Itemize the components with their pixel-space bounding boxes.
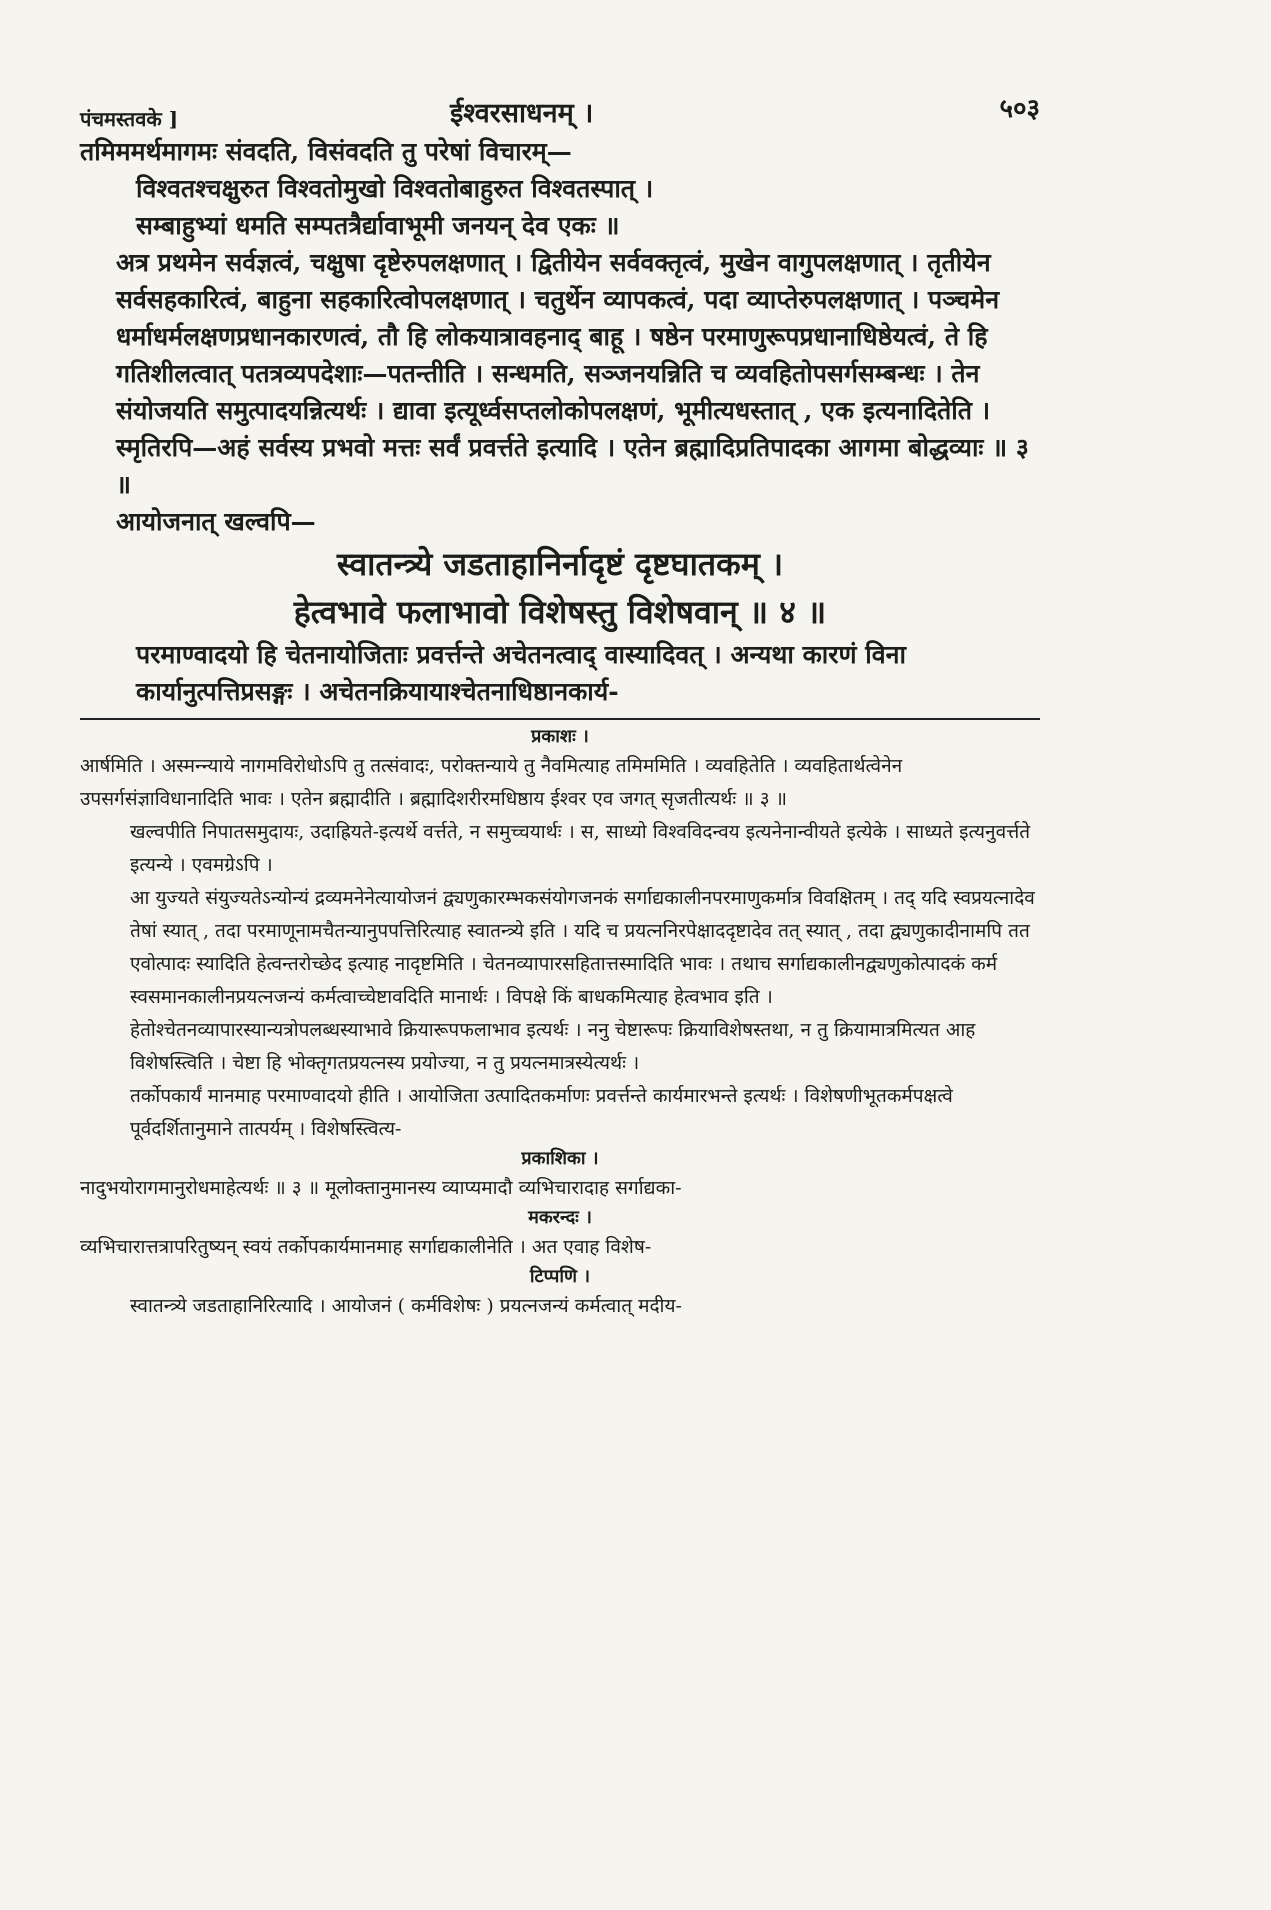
- page-number: ५०३: [999, 94, 1040, 124]
- running-header: [80, 85, 1040, 133]
- commentary-paragraph: स्वातन्त्र्ये जडताहानिरित्यादि । आयोजनं ( कर्मविशेषः ) प्रयत्नजन्यं कर्मत्वात् मदीय-: [130, 1295, 682, 1317]
- commentary-paragraph: आ युज्यते संयुज्यतेऽन्योन्यं द्रव्यमनेनेत्यायोजनं द्व्यणुकारम्भकसंयोगजनकं सर्गाद्यकालीनपरमाणुकर्मात्र विवक्षितम् । तद् यदि स्वप्रयत्नादेव तेषां स्यात् , तदा परमाणूनामचैतन्यानुपपत्तिरित्याह स्वातन्त्र्ये इति । यदि च प्रयत्ननिरपेक्षाददृष्टादेव तत् स्यात् , तदा द्व्यणुकादीनामपि तत एवोत्पादः स्यादिति हेत्वन्तरोच्छेद इत्याह नादृष्टमिति । चेतनव्यापारसहितात्तस्मादिति भावः । तथाच सर्गाद्यकालीनद्व्यणुकोत्पादकं कर्म स्वसमानकालीनप्रयत्नजन्यं कर्मत्वाच्चेष्टावदिति मानार्थः । विपक्षे किं बाधकमित्याह हेत्वभाव इति । हेतोश्चेतनव्यापारस्यान्यत्रोपलब्धस्याभावे क्रियारूपफलाभाव इत्यर्थः । ननु चेष्टारूपः क्रियाविशेषस्तथा, न तु क्रियामात्रमित्यत आह विशेषस्त्विति । चेष्टा हि भोक्तृगतप्रयत्नस्य प्रयोज्या, न तु प्रयत्नमात्रस्येत्यर्थः ।: [130, 887, 1035, 1074]
- main-text: [80, 133, 1040, 710]
- commentary-title: मकरन्दः ।: [528, 1207, 592, 1228]
- commentary: [80, 724, 1040, 1323]
- karika-line: स्वातन्त्र्ये जडताहानिर्नादृष्टं दृष्टघातकम् ।: [336, 545, 784, 583]
- intro-line: तमिममर्थमागमः संवदति, विसंवदति तु परेषां विचारम्—: [80, 137, 572, 166]
- commentary-paragraph: तर्कोपकार्यं मानमाह परमाण्वादयो हीति । आयोजिता उत्पादितकर्माणः प्रवर्त्तन्ते कार्यमारभन्ते इत्यर्थः । विशेषणीभूतकर्मपक्षत्वे पूर्वदर्शितानुमाने तात्पर्यम् । विशेषस्त्वित्य-: [130, 1085, 953, 1140]
- main-paragraph: परमाण्वादयो हि चेतनायोजिताः प्रवर्त्तन्ते अचेतनत्वाद् वास्यादिवत् । अन्यथा कारणं विना कार्यानुत्पत्तिप्रसङ्गः । अचेतनक्रियायाश्चेतनाधिष्ठानकार्य-: [136, 640, 906, 706]
- page-title: ईश्वरसाधनम् ।: [450, 98, 594, 129]
- page: [80, 85, 1040, 1323]
- commentary-title: प्रकाशः ।: [531, 726, 589, 747]
- verse-line: विश्वतश्चक्षुरुत विश्वतोमुखो विश्वतोबाहुरुत विश्वतस्पात् ।: [136, 174, 654, 203]
- intro-line: आयोजनात् खल्वपि—: [116, 507, 316, 536]
- commentary-title: टिप्पणि ।: [529, 1266, 591, 1287]
- commentary-paragraph: नादुभयोरागमानुरोधमाहेत्यर्थः ॥ ३ ॥ मूलोक्तानुमानस्य व्याप्यमादौ व्यभिचारादाह सर्गाद्यका-: [80, 1177, 682, 1199]
- verse-line: सम्बाहुभ्यां धमति सम्पतत्रैर्द्यावाभूमी जनयन् देव एकः ॥: [136, 211, 620, 240]
- karika-line: हेत्वभावे फलाभावो विशेषस्तु विशेषवान् ॥ ४ ॥: [293, 593, 827, 631]
- commentary-paragraph: आर्षमिति । अस्मन्न्याये नागमविरोधोऽपि तु तत्संवादः, परोक्तन्याये तु नैवमित्याह तमिममिति । व्यवहितेति । व्यवहितार्थत्वेनेन उपसर्गसंज्ञाविधानादिति भावः । एतेन ब्रह्मादीति । ब्रह्मादिशरीरमधिष्ठाय ईश्वर एव जगत् सृजतीत्यर्थः ॥ ३ ॥: [80, 755, 903, 810]
- commentary-paragraph: व्यभिचारात्तत्रापरितुष्यन् स्वयं तर्कोपकार्यमानमाह सर्गाद्यकालीनेति । अत एवाह विशेष-: [80, 1236, 652, 1258]
- divider: [80, 718, 1040, 720]
- commentary-paragraph: खल्वपीति निपातसमुदायः, उदाह्रियते-इत्यर्थे वर्त्तते, न समुच्चयार्थः । स, साध्यो विश्वविदन्वय इत्यनेनान्वीयते इत्येके । साध्यते इत्यनुवर्त्तते इत्यन्ये । एवमग्रेऽपि ।: [130, 821, 1031, 876]
- section-label: पंचमस्तवके ]: [80, 107, 179, 131]
- commentary-title: प्रकाशिका ।: [521, 1148, 599, 1169]
- main-paragraph: अत्र प्रथमेन सर्वज्ञत्वं, चक्षुषा दृष्टेरुपलक्षणात् । द्वितीयेन सर्ववक्तृत्वं, मुखेन वागुपलक्षणात् । तृतीयेन सर्वसहकारित्वं, बाहुना सहकारित्वोपलक्षणात् । चतुर्थेन व्यापकत्वं, पदा व्याप्तेरुपलक्षणात् । पञ्चमेन धर्माधर्मलक्षणप्रधानकारणत्वं, तौ हि लोकयात्रावहनाद् बाहू । षष्ठेन परमाणुरूपप्रधानाधिष्ठेयत्वं, ते हि गतिशीलत्वात् पतत्रव्यपदेशाः—पतन्तीति । सन्धमति, सञ्जनयन्निति च व्यवहितोपसर्गसम्बन्धः । तेन संयोजयति समुत्पादयन्नित्यर्थः । द्यावा इत्यूर्ध्वसप्तलोकोपलक्षणं, भूमीत्यधस्तात् , एक इत्यनादितेति । स्मृतिरपि—अहं सर्वस्य प्रभवो मत्तः सर्वं प्रवर्त्तते इत्यादि । एतेन ब्रह्मादिप्रतिपादका आगमा बोद्धव्याः ॥ ३ ॥: [116, 248, 1029, 499]
